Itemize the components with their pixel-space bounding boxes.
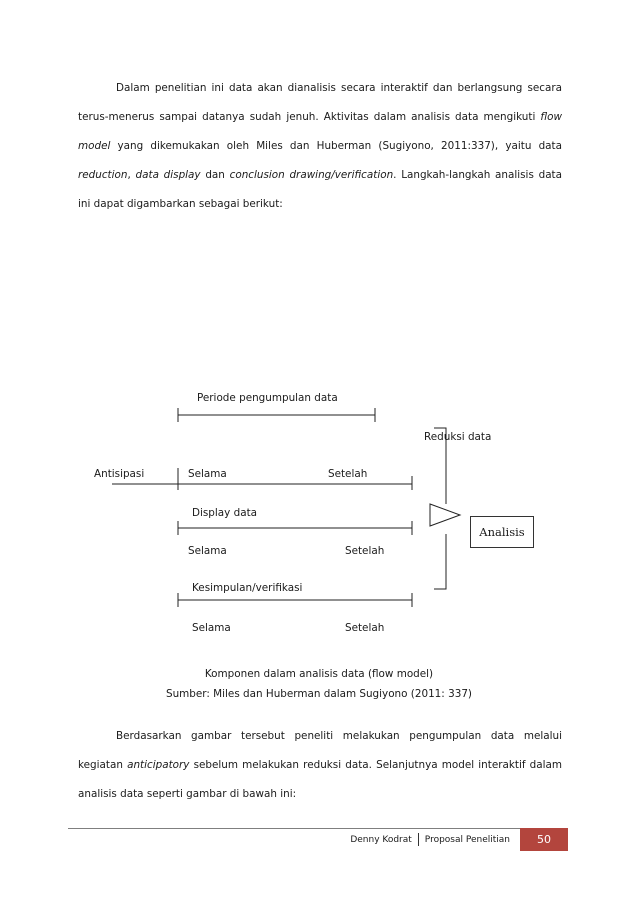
setelah-label-1: Setelah xyxy=(328,468,368,480)
antisipasi-label: Antisipasi xyxy=(94,468,145,480)
periode-label: Periode pengumpulan data xyxy=(197,392,338,404)
setelah-label-3: Setelah xyxy=(345,622,385,634)
page-number: 50 xyxy=(520,828,568,851)
diagram-lines xyxy=(0,380,638,650)
term-flow-model: flow model xyxy=(78,111,562,152)
figure-caption: Komponen dalam analisis data (flow model) xyxy=(204,668,434,680)
selama-label-3: Selama xyxy=(192,622,231,634)
setelah-label-2: Setelah xyxy=(345,545,385,557)
selama-label-2: Selama xyxy=(188,545,227,557)
flow-model-diagram xyxy=(0,380,638,650)
footer-separator xyxy=(418,833,419,846)
body-paragraph: Dalam penelitian ini data akan dianalisis secara interaktif dan berlangsung secara terus-menerus sampai datanya sudah jenuh. Aktivitas dalam analisis data mengikuti flow model yang dikemukakan oleh Miles dan Huberman (Sugiyono, 2011:337), yaitu data reduction, data display dan conclusion drawing/verification. Langkah-langkah analisis data ini dapat digambarkan sebagai berikut: xyxy=(78,82,563,210)
term-conclusion: conclusion drawing/verification xyxy=(229,169,394,181)
term-reduction: reduction xyxy=(78,169,128,181)
reduksi-label: Reduksi data xyxy=(424,431,492,443)
term-data-display: data display xyxy=(135,169,201,181)
page-footer xyxy=(350,828,568,851)
body-paragraph-2: Berdasarkan gambar tersebut peneliti melakukan pengumpulan data melalui kegiatan anticipatory sebelum melakukan reduksi data. Selanjutnya model interaktif dalam analisis data seperti gambar di bawah ini: xyxy=(78,730,563,800)
kesimpulan-label: Kesimpulan/verifikasi xyxy=(192,582,303,594)
term-anticipatory: anticipatory xyxy=(127,759,190,771)
figure-source: Sumber: Miles dan Huberman dalam Sugiyono (2011: 337) xyxy=(166,688,472,700)
footer-title: Proposal Penelitian xyxy=(424,834,510,845)
display-label: Display data xyxy=(192,507,258,519)
analisis-box: Analisis xyxy=(470,516,534,548)
selama-label-1: Selama xyxy=(188,468,227,480)
footer-author: Denny Kodrat xyxy=(350,834,412,845)
